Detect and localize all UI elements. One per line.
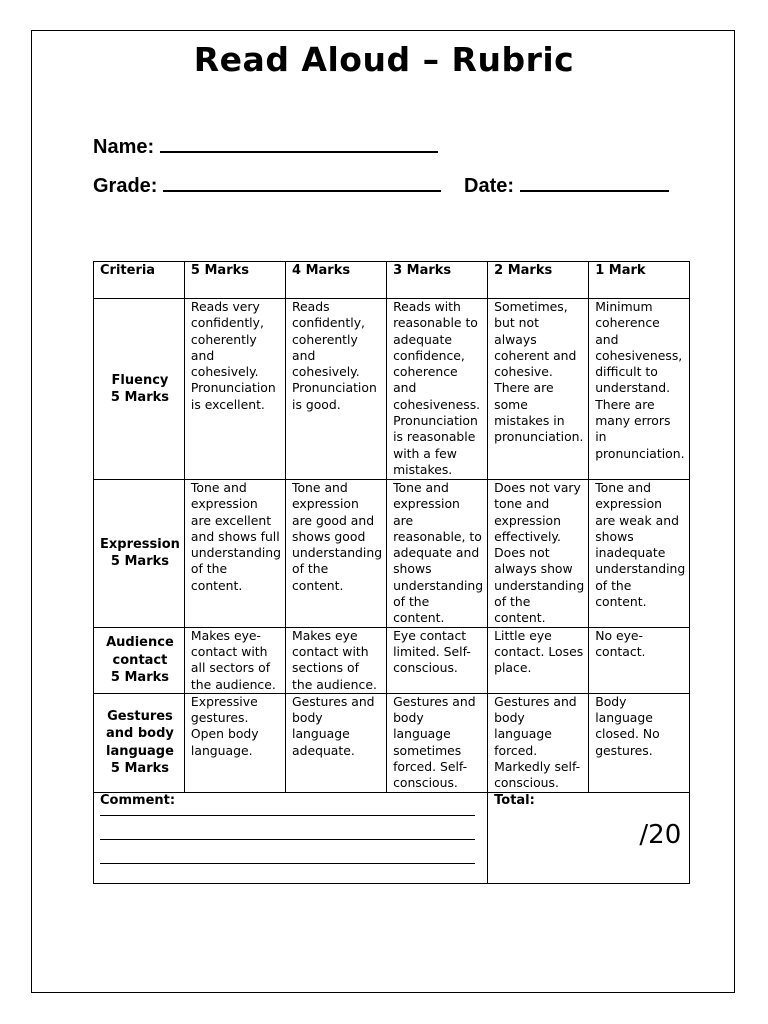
date-label: Date: [464,175,515,197]
grade-field [93,172,441,198]
total-label: Total: [494,792,535,808]
header-cell: 2 Marks [488,262,589,299]
page-title: Read Aloud – Rubric [193,40,575,79]
date-input-line[interactable] [520,172,669,192]
criterion-audience-contact: Audience contact 5 Marks [94,627,185,693]
header-cell: 5 Marks [184,262,285,299]
header-cell: 1 Mark [589,262,690,299]
table-row [94,480,690,628]
date-field [464,172,669,198]
comment-cell [94,792,488,883]
criterion-fluency: Fluency 5 Marks [94,299,185,480]
table-cell: Minimum coherence and cohesiveness, difficult to understand. There are many errors in pronunciation. [589,299,690,480]
table-cell: Tone and expression are excellent and shows full understanding of the content. [184,480,285,628]
table-cell: Tone and expression are weak and shows inadequate understanding of the content. [589,480,690,628]
table-row [94,693,690,792]
table-cell: Reads very confidently, coherently and cohesively. Pronunciation is excellent. [184,299,285,480]
comment-line [100,816,475,840]
table-cell: Reads with reasonable to adequate confidence, coherence and cohesiveness. Pronunciation is reasonable with a few mistakes. [387,299,488,480]
criterion-gestures: Gestures and body language 5 Marks [94,693,185,792]
comment-line [100,809,475,816]
comment-line [100,840,475,864]
header-cell: 4 Marks [286,262,387,299]
table-cell: Makes eye contact with sections of the audience. [286,627,387,693]
table-cell: No eye-contact. [589,627,690,693]
name-input-line[interactable] [160,133,438,153]
table-cell: Expressive gestures. Open body language. [184,693,285,792]
table-cell: Sometimes, but not always coherent and cohesive. There are some mistakes in pronunciation. [488,299,589,480]
comment-row [94,792,690,883]
table-cell: Gestures and body language sometimes forced. Self-conscious. [387,693,488,792]
table-cell: Tone and expression are good and shows good understanding of the content. [286,480,387,628]
header-row [94,262,690,299]
table-cell: Body language closed. No gestures. [589,693,690,792]
table-cell: Reads confidently, coherently and cohesively. Pronunciation is good. [286,299,387,480]
table-cell: Does not vary tone and expression effectively. Does not always show understanding of the content. [488,480,589,628]
total-cell [488,792,690,883]
table-cell: Little eye contact. Loses place. [488,627,589,693]
name-label: Name: [93,136,155,158]
table-cell: Gestures and body language forced. Markedly self-conscious. [488,693,589,792]
grade-label: Grade: [93,175,158,197]
header-cell: 3 Marks [387,262,488,299]
table-row [94,627,690,693]
table-row [94,299,690,480]
criterion-expression: Expression 5 Marks [94,480,185,628]
name-field [93,133,438,159]
table-cell: Makes eye-contact with all sectors of the audience. [184,627,285,693]
rubric-table [93,261,690,884]
header-cell: Criteria [94,262,185,299]
table-cell: Gestures and body language adequate. [286,693,387,792]
comment-label: Comment: [100,792,176,808]
table-cell: Eye contact limited. Self-conscious. [387,627,488,693]
total-value: /20 [639,819,682,850]
grade-input-line[interactable] [163,172,441,192]
comment-lines[interactable] [100,809,483,864]
table-cell: Tone and expression are reasonable, to adequate and shows understanding of the content. [387,480,488,628]
